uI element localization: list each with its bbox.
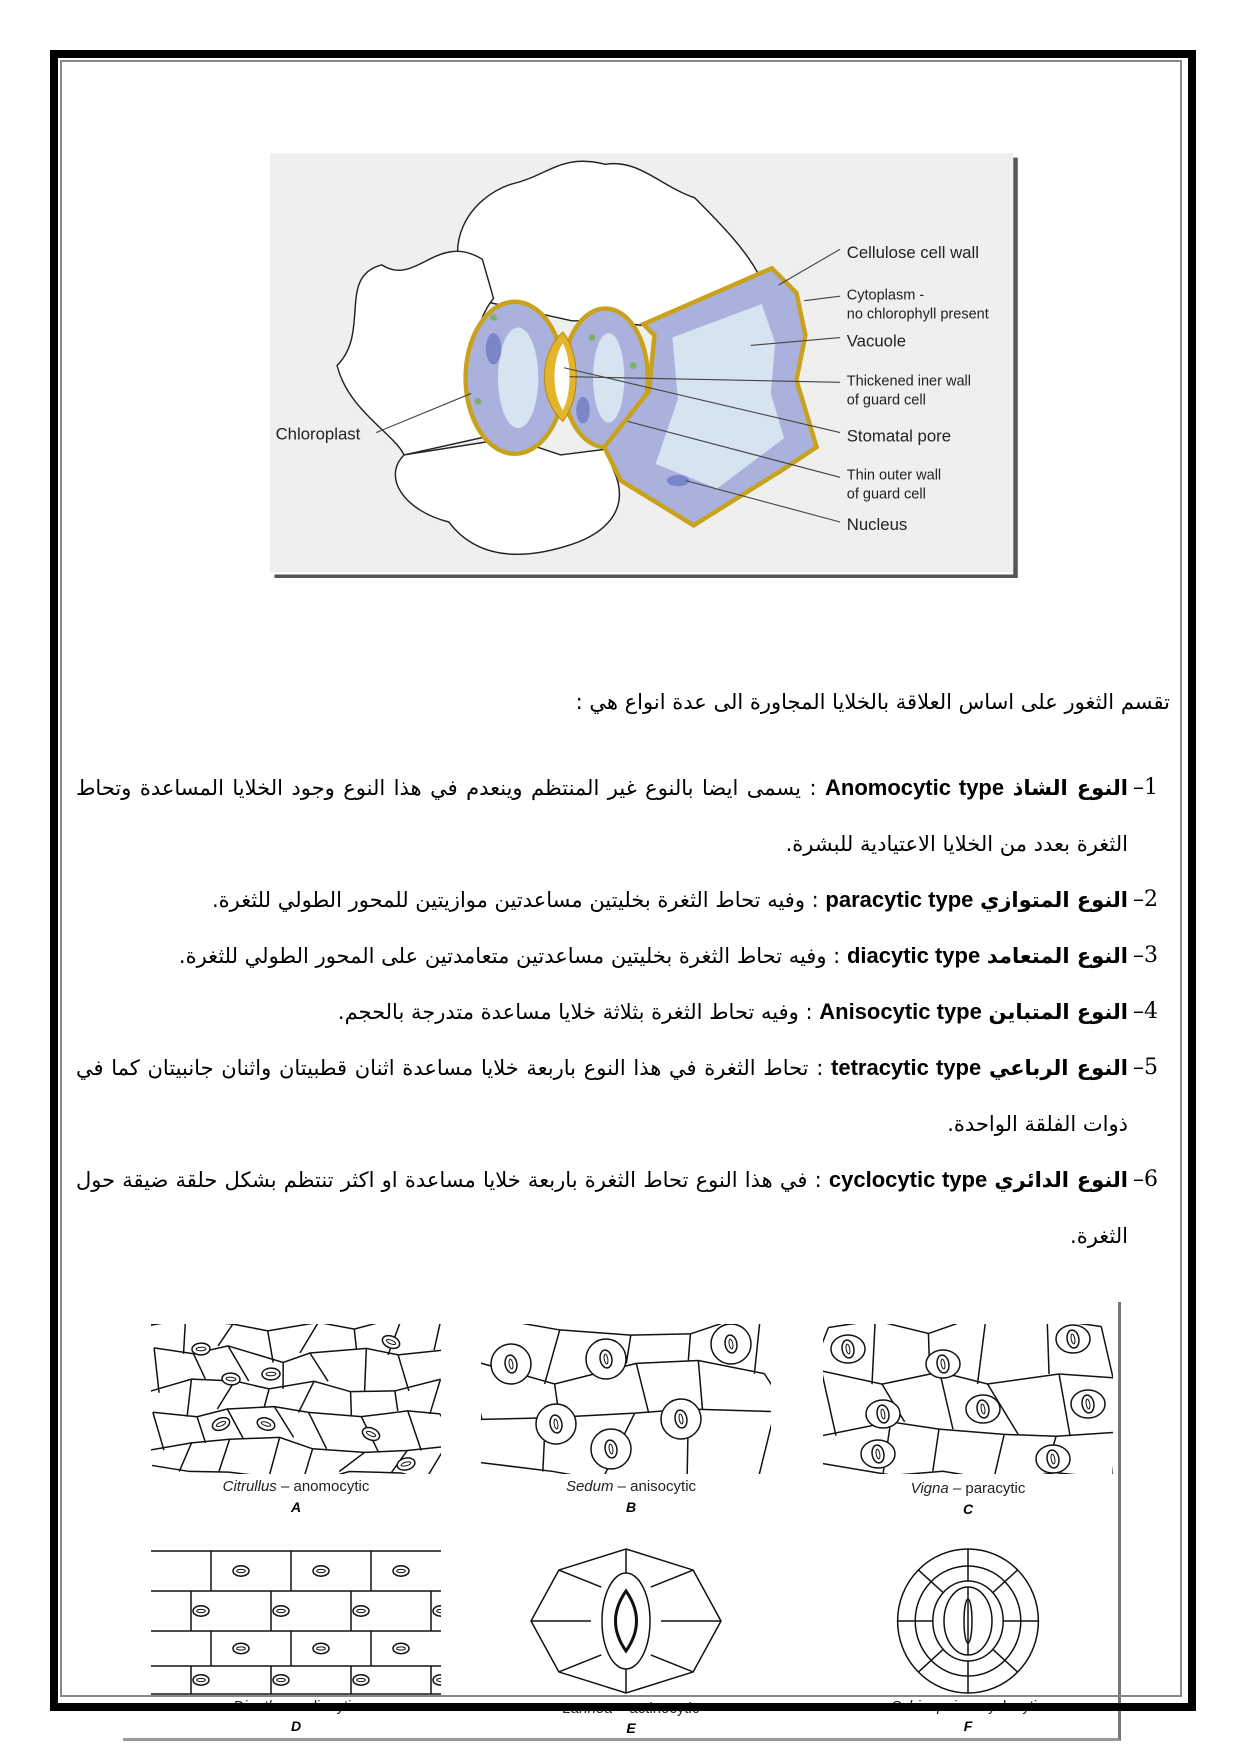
caption-c [818, 1480, 1118, 1497]
label-cellulose: Cellulose cell wall [846, 243, 979, 263]
guard-cell-pair [210, 1415, 231, 1433]
label-thickened-1: Thickened iner wall [846, 373, 972, 390]
cell-wall [1047, 1324, 1049, 1374]
stoma [313, 1643, 329, 1653]
cell-wall [823, 1371, 1113, 1384]
caption-genus: Schinopsis [891, 1698, 964, 1715]
caption-genus: Sedum [565, 1478, 614, 1495]
guard-cell-pair [360, 1425, 381, 1443]
cell-wall [154, 1348, 159, 1393]
cell-wall [151, 1437, 441, 1452]
guard-cell-pair [273, 1606, 289, 1616]
stoma [193, 1606, 209, 1616]
cell-wall [754, 1324, 761, 1374]
guard-cell-pair [256, 1416, 277, 1433]
cell-wall [264, 1389, 269, 1407]
cell-wall [299, 1381, 314, 1412]
list-item: – 1 النوع الشاذ Anomocytic type : يسمى ايضا بالنوع غير المنتظم وينعدم في هذا النوع وجود الخلايا المساعدة وتحاط الثغرة بعدد من الخلايا الاعتيادية للبشرة. [76, 760, 1170, 872]
cell-wall [823, 1371, 836, 1436]
guard-cell-pair [380, 1333, 401, 1351]
list-item: – 2 النوع المتوازي paracytic type : وفيه تحاط الثغرة بخليتين مساعدتين موازيتين للمحور الطولي للثغرة. [76, 872, 1170, 928]
stomata-types-list [76, 760, 1170, 1264]
cell-wall [218, 1324, 233, 1346]
letter-a: A [290, 1499, 302, 1515]
item-body: في هذا النوع تحاط الثغرة باربعة خلايا مساعدة او اكثر تنتظم بشكل حلقة ضيقة حول الثغرة. [76, 1168, 1128, 1248]
cell-wall [153, 1412, 164, 1450]
item-number: – 6 [1133, 1152, 1158, 1208]
stoma [393, 1566, 409, 1576]
caption-genus: Lannea [562, 1700, 613, 1717]
cell-wall [269, 1437, 280, 1474]
item-title-en: cyclocytic type [828, 1167, 988, 1192]
guard-cell-pair [222, 1372, 241, 1385]
item-body: تحاط الثغرة في هذا النوع باربعة خلايا مساعدة اثنان قطبيتان واثنان جانبيتان كما في ذوات الفلقة الواحدة. [76, 1056, 1128, 1136]
guard-cell-pair [233, 1566, 249, 1576]
letter-b: B [625, 1499, 637, 1515]
stomata-diagram-svg [270, 153, 1020, 578]
panel-e-drawing [481, 1546, 771, 1696]
list-item: – 5 النوع الرباعي tetracytic type : تحاط الثغرة في هذا النوع باربعة خلايا مساعدة اثنان قطبيتان واثنان جانبيتان كما في ذوات الفلقة الواحدة. [76, 1040, 1170, 1152]
guard-cell-pair [353, 1675, 369, 1685]
cell-wall [179, 1443, 191, 1472]
panel-a [151, 1324, 441, 1474]
item-number: – 2 [1133, 872, 1158, 928]
panel-d [151, 1546, 441, 1696]
item-title-ar: النوع الرباعي [988, 1056, 1128, 1080]
guard-cell-pair [393, 1643, 409, 1653]
label-thin-1: Thin outer wall [846, 467, 942, 484]
stoma [393, 1643, 409, 1653]
caption-a [146, 1478, 446, 1495]
item-number: – 5 [1133, 1040, 1158, 1096]
item-title-ar: النوع المتعامد [986, 944, 1128, 968]
guard-cell-pair [233, 1643, 249, 1653]
guard-cell-pair [313, 1643, 329, 1653]
caption-f [818, 1698, 1118, 1715]
caption-type: – cyclocytic [968, 1698, 1045, 1715]
caption-genus: Vigna [910, 1480, 949, 1497]
cell-wall [351, 1392, 352, 1417]
cell-wall [1059, 1374, 1070, 1436]
stoma [233, 1566, 249, 1576]
item-body: وفيه تحاط الثغرة بخليتين مساعدتين موازيتين للمحور الطولي للثغرة. [211, 888, 805, 912]
cell-wall [408, 1411, 421, 1451]
stoma [396, 1456, 416, 1472]
panel-e [481, 1546, 771, 1696]
item-title-ar: النوع المتوازي [980, 888, 1128, 912]
cell-wall [440, 1414, 441, 1447]
item-title-en: tetracytic type [831, 1055, 982, 1080]
stoma [210, 1415, 231, 1433]
stomata-types-figure [123, 1302, 1121, 1741]
stoma [222, 1372, 241, 1385]
stoma [380, 1333, 401, 1351]
intro-heading: تقسم الثغور على اساس العلاقة بالخلايا المجاورة الى عدة انواع هي : [575, 690, 1170, 714]
guard-cell-pair [262, 1368, 280, 1380]
caption-b [481, 1478, 781, 1495]
panel-f [823, 1546, 1113, 1696]
caption-type: – diacytic [296, 1698, 359, 1715]
stoma [353, 1675, 369, 1685]
cell-wall [651, 1570, 693, 1587]
label-thin-2: of guard cell [846, 486, 926, 503]
cell-wall [756, 1412, 771, 1474]
caption-genus: Citrullus [222, 1478, 277, 1495]
cell-wall [194, 1354, 206, 1379]
item-title-ar: النوع الدائري [994, 1168, 1128, 1192]
list-item: – 4 النوع المتباين Anisocytic type : وفيه تحاط الثغرة بثلاثة خلايا مساعدة متدرجة بالحجم. [76, 984, 1170, 1040]
stoma [273, 1675, 289, 1685]
panel-c-drawing [823, 1324, 1113, 1474]
label-stomatal-pore: Stomatal pore [846, 426, 952, 446]
letter-e: E [626, 1720, 636, 1736]
item-title-ar: النوع المتباين [988, 1000, 1128, 1024]
caption-type: – paracytic [952, 1480, 1026, 1497]
stoma [433, 1675, 441, 1685]
cell-wall [978, 1324, 987, 1384]
guard-cell-pair [193, 1675, 209, 1685]
guard-cell-pair [273, 1675, 289, 1685]
cell-wall [481, 1360, 482, 1420]
item-title-en: Anomocytic type [825, 775, 1005, 800]
cell-wall [430, 1379, 441, 1414]
caption-type: – actinocytic [616, 1700, 700, 1717]
cell-wall [1101, 1327, 1113, 1379]
cell-wall [274, 1407, 293, 1438]
cell-wall [940, 1372, 953, 1429]
cell-wall [764, 1374, 771, 1412]
cell-wall [187, 1379, 191, 1417]
cell-wall [481, 1409, 771, 1420]
cell-wall [545, 1330, 560, 1384]
cell-wall [688, 1334, 690, 1361]
cell-wall [993, 1434, 1004, 1474]
item-number: – 4 [1133, 984, 1158, 1040]
cell-wall [559, 1655, 601, 1672]
item-body: وفيه تحاط الثغرة بثلاثة خلايا مساعدة متدرجة بالحجم. [337, 1000, 799, 1024]
stoma [273, 1606, 289, 1616]
guard-cell-pair [193, 1606, 209, 1616]
cell-wall [310, 1353, 328, 1381]
list-item: – 6 النوع الدائري cyclocytic type : في هذا النوع تحاط الثغرة باربعة خلايا مساعدة او اكثر تنتظم بشكل حلقة ضيقة حول الثغرة. [76, 1152, 1170, 1264]
cell-wall [309, 1412, 327, 1448]
item-number: – 1 [1133, 760, 1158, 816]
caption-type: – anomocytic [280, 1478, 370, 1495]
item-body: يسمى ايضا بالنوع غير المنتظم وينعدم في هذا النوع وجود الخلايا المساعدة وتحاط الثغرة بعدد من الخلايا الاعتيادية للبشرة. [76, 776, 1128, 856]
guard-cells [602, 1573, 650, 1669]
label-nucleus: Nucleus [846, 514, 908, 534]
caption-type: – anisocytic [617, 1478, 697, 1495]
cell-wall [823, 1327, 828, 1370]
stoma [233, 1643, 249, 1653]
cell-wall [434, 1324, 441, 1350]
cell-wall [424, 1447, 441, 1474]
cell-wall [184, 1324, 186, 1354]
cell-wall [395, 1391, 398, 1411]
letter-f: F [963, 1718, 973, 1734]
stoma [433, 1606, 441, 1616]
item-body: وفيه تحاط الثغرة بخليتين مساعدتين متعامدتين على المحور الطولي للثغرة. [178, 944, 827, 968]
cell-wall [698, 1361, 702, 1409]
label-vacuole: Vacuole [846, 331, 907, 351]
label-thickened-2: of guard cell [846, 392, 926, 409]
cell-wall [197, 1417, 205, 1443]
item-title-en: paracytic type [825, 887, 974, 912]
label-chloroplast: Chloroplast [275, 424, 361, 444]
item-title-en: diacytic type [846, 943, 981, 968]
cell-wall [300, 1324, 318, 1353]
label-cytoplasm-2: no chlorophyll present [846, 306, 989, 323]
stoma [193, 1675, 209, 1685]
panel-c [823, 1324, 1113, 1474]
stoma [313, 1566, 329, 1576]
panel-b-drawing [481, 1324, 771, 1474]
guard-cell-pair [393, 1566, 409, 1576]
cell-wall [626, 1335, 631, 1363]
guard-cell-pair [396, 1456, 416, 1472]
cell-wall [354, 1329, 356, 1348]
caption-d [146, 1698, 446, 1715]
item-title-en: Anisocytic type [819, 999, 982, 1024]
stoma [360, 1425, 381, 1443]
cell-wall [559, 1570, 601, 1587]
stoma [353, 1606, 369, 1616]
panel-d-drawing [151, 1546, 441, 1696]
panel-f-drawing [823, 1546, 1113, 1696]
cell-wall [651, 1655, 693, 1672]
item-number: – 3 [1133, 928, 1158, 984]
cell-wall [365, 1348, 367, 1391]
cell-wall [398, 1355, 409, 1391]
guard-cell-pair [192, 1343, 211, 1356]
stoma [262, 1368, 280, 1380]
item-title-ar: النوع الشاذ [1012, 776, 1128, 800]
cell-wall [636, 1363, 648, 1413]
list-item: – 3 النوع المتعامد diacytic type : وفيه تحاط الثغرة بخليتين مساعدتين متعامدتين على المحور الطولي للثغرة. [76, 928, 1170, 984]
letter-d: D [290, 1718, 302, 1734]
stoma [256, 1416, 277, 1433]
cell-wall [339, 1452, 364, 1471]
cell-wall [872, 1324, 875, 1384]
letter-c: C [962, 1501, 974, 1517]
caption-e [481, 1700, 781, 1717]
guard-cell-pair [353, 1606, 369, 1616]
stomata-diagram [270, 153, 1020, 578]
guard-cell-pair [313, 1566, 329, 1576]
cell-wall [151, 1379, 440, 1393]
cell-wall [933, 1429, 939, 1471]
caption-genus: Dianthus [233, 1698, 293, 1715]
label-cytoplasm-1: Cytoplasm - [846, 287, 925, 304]
cell-wall [219, 1439, 230, 1472]
stoma [192, 1343, 211, 1356]
cell-wall [303, 1449, 313, 1474]
panel-b [481, 1324, 771, 1474]
panel-a-drawing [151, 1324, 441, 1474]
